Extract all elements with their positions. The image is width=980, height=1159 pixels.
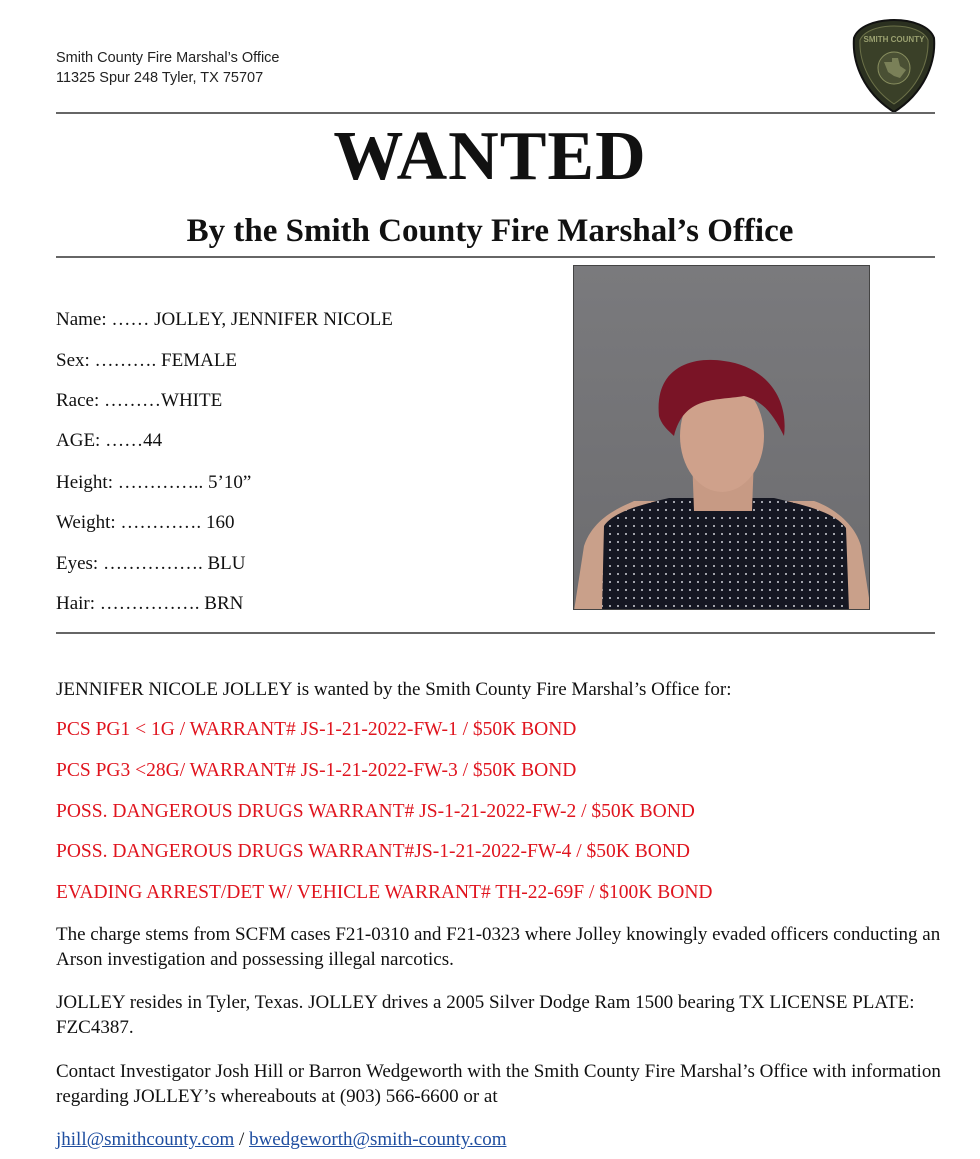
suspect-photo: [573, 265, 870, 610]
field-value: JOLLEY, JENNIFER NICOLE: [154, 309, 393, 330]
field-eyes: [56, 552, 245, 576]
field-label: Hair: …………….: [56, 593, 205, 614]
field-label: Name: ……: [56, 309, 155, 330]
email-link-jhill[interactable]: jhill@smithcounty.com: [56, 1129, 235, 1150]
charge-item: PCS PG1 < 1G / WARRANT# JS-1-21-2022-FW-1 / $50K BOND: [56, 719, 577, 740]
field-weight: [56, 511, 234, 535]
field-name: [56, 308, 393, 332]
field-value: 44: [143, 430, 163, 451]
page-subtitle: By the Smith County Fire Marshal’s Office: [186, 213, 794, 249]
office-address: 11325 Spur 248 Tyler, TX 75707: [56, 70, 264, 86]
field-label: Race: ………: [56, 390, 162, 411]
charge-item: POSS. DANGEROUS DRUGS WARRANT# JS-1-21-2022-FW-2 / $50K BOND: [56, 801, 695, 822]
field-value: WHITE: [161, 390, 223, 411]
field-value: BLU: [207, 553, 246, 574]
field-value: BRN: [204, 593, 244, 614]
field-label: AGE: ……: [56, 430, 144, 451]
field-sex: [56, 349, 237, 373]
field-height: [56, 471, 251, 495]
fire-marshal-badge-icon: [852, 18, 936, 114]
page-title: WANTED: [333, 118, 647, 195]
email-separator: /: [234, 1129, 250, 1150]
field-age: [56, 429, 162, 453]
field-label: Eyes: …………….: [56, 553, 208, 574]
vehicle-paragraph: JOLLEY resides in Tyler, Texas. JOLLEY drives a 2005 Silver Dodge Ram 1500 bearing TX LICENSE PLATE: FZC4387.: [56, 992, 915, 1038]
office-name: Smith County Fire Marshal’s Office: [56, 50, 280, 66]
svg-text:SMITH COUNTY: SMITH COUNTY: [863, 35, 925, 44]
field-value: FEMALE: [161, 350, 238, 371]
header-divider: [56, 112, 935, 114]
subtitle-divider: [56, 256, 935, 258]
field-label: Sex: ……….: [56, 350, 162, 371]
contact-paragraph: Contact Investigator Josh Hill or Barron Wedgeworth with the Smith County Fire Marshal’s Office with information regarding JOLLEY’s whereabouts at (903) 566-6600 or at: [56, 1061, 941, 1107]
email-link-bwedgeworth[interactable]: bwedgeworth@smith-county.com: [249, 1129, 507, 1150]
field-race: [56, 389, 222, 413]
intro-text: JENNIFER NICOLE JOLLEY is wanted by the Smith County Fire Marshal’s Office for:: [56, 679, 732, 700]
charge-item: POSS. DANGEROUS DRUGS WARRANT#JS-1-21-2022-FW-4 / $50K BOND: [56, 841, 690, 862]
contact-emails: [56, 1127, 946, 1152]
field-hair: [56, 592, 243, 616]
field-label: Height: …………..: [56, 472, 208, 493]
field-value: 160: [205, 512, 235, 533]
field-label: Weight: ………….: [56, 512, 206, 533]
charge-item: EVADING ARREST/DET W/ VEHICLE WARRANT# TH-22-69F / $100K BOND: [56, 882, 713, 903]
case-paragraph: The charge stems from SCFM cases F21-0310 and F21-0323 where Jolley knowingly evaded officers conducting an Arson investigation and possessing illegal narcotics.: [56, 924, 941, 970]
details-divider: [56, 632, 935, 634]
field-value: 5’10”: [208, 472, 252, 493]
charge-item: PCS PG3 <28G/ WARRANT# JS-1-21-2022-FW-3 / $50K BOND: [56, 760, 577, 781]
office-header: [56, 48, 279, 88]
